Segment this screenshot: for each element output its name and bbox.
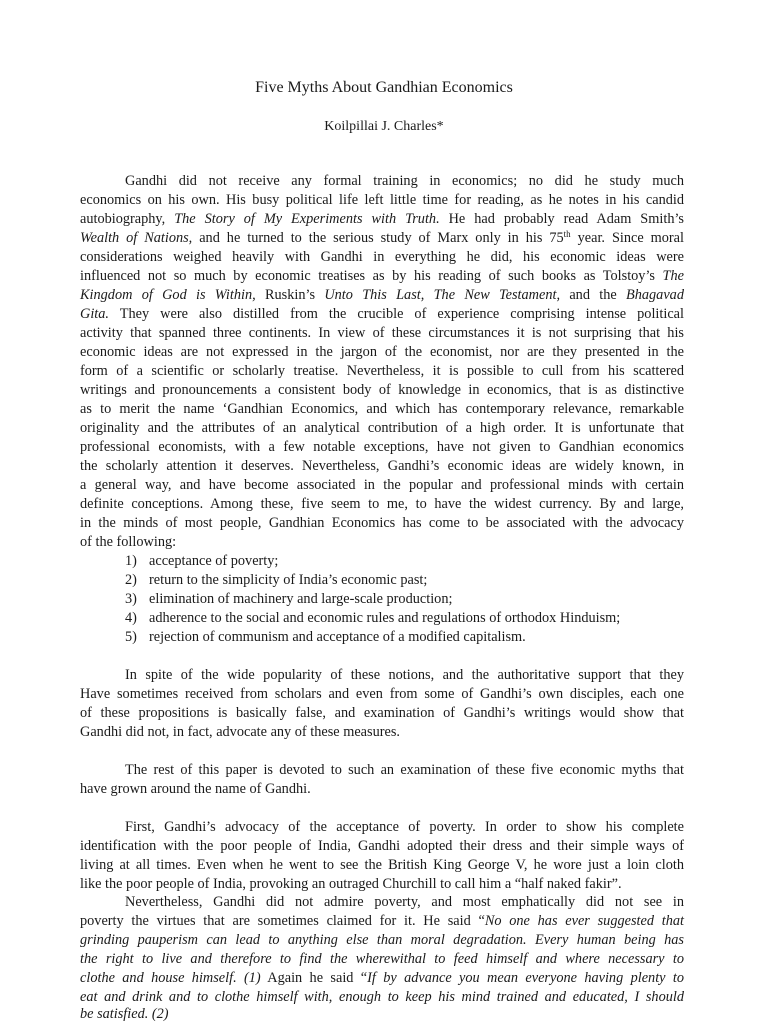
book-title: Unto This Last, The New Testament, bbox=[324, 287, 561, 303]
book-title: Kingdom of God is Within, bbox=[80, 287, 256, 303]
list-item-text: acceptance of poverty; bbox=[149, 553, 279, 569]
quotation: eat and drink and to clothe himself with, enough to keep his mind trained and educated, I should bbox=[80, 989, 684, 1005]
quotation: clothe and house himself. (1) bbox=[80, 970, 261, 986]
paragraph-1-line: activity that spanned three continents. In view of these circumstances it is not surprising that his bbox=[80, 325, 684, 341]
paragraph-2-line: of these propositions is basically false, and examination of Gandhi’s writings would show that bbox=[80, 705, 684, 721]
list-item-number: 5) bbox=[125, 629, 137, 645]
paragraph-1-line: the scholarly attention it deserves. Nevertheless, Gandhi’s economic ideas are widely known, in bbox=[80, 458, 684, 474]
paragraph-5-line bbox=[80, 950, 684, 969]
list-item-text: elimination of machinery and large-scale production; bbox=[149, 591, 453, 607]
document-title: Five Myths About Gandhian Economics bbox=[255, 79, 513, 96]
paragraph-1-line: economics on his own. His busy political life left little time for reading, as he notes in his candid bbox=[80, 192, 684, 208]
paragraph-4-line: living at all times. Even when he went to see the British King George V, he wore just a loin cloth bbox=[80, 857, 684, 873]
paragraph-1-line: autobiography, The Story of My Experiments with Truth. He had probably read Adam Smith’s bbox=[80, 211, 685, 227]
list-item-number: 3) bbox=[125, 591, 137, 607]
paragraph-5-line: poverty the virtues that are sometimes claimed for it. He said “No one has ever suggested that bbox=[80, 913, 684, 929]
quotation: the right to live and therefore to find the wherewithal to feed himself and where necessary to bbox=[80, 951, 684, 967]
paragraph-5-line bbox=[80, 931, 684, 950]
paragraph-1-line: of the following: bbox=[80, 534, 177, 550]
quotation: No one has ever suggested that bbox=[484, 913, 684, 929]
quotation: be satisfied. (2) bbox=[80, 1006, 169, 1022]
list-item-number: 1) bbox=[125, 553, 137, 569]
list-item-text: return to the simplicity of India’s economic past; bbox=[149, 572, 428, 588]
document-author: Koilpillai J. Charles* bbox=[324, 119, 444, 134]
paragraph-3-line: have grown around the name of Gandhi. bbox=[80, 781, 311, 797]
list-item-number: 4) bbox=[125, 610, 137, 626]
ordinal-suffix: th bbox=[563, 229, 571, 239]
paragraph-2-line: Have sometimes received from scholars and even from some of Gandhi’s own disciples, each one bbox=[80, 686, 684, 702]
list-item-text: adherence to the social and economic rules and regulations of orthodox Hinduism; bbox=[149, 610, 621, 626]
book-title: Wealth of Nations, bbox=[80, 230, 193, 246]
list-item bbox=[125, 590, 684, 609]
paragraph-5-line: clothe and house himself. (1) Again he said “If by advance you mean everyone having plenty to bbox=[80, 970, 684, 986]
paragraph-1-line: as to merit the name ‘Gandhian Economics, and which has contemporary relevance, remarkable bbox=[80, 401, 684, 417]
paragraph-5-line bbox=[80, 1005, 684, 1024]
paragraph-4-line: identification with the poor people of India, Gandhi adopted their dress and their simple ways of bbox=[80, 838, 684, 854]
paragraph-1-line: form of a scientific or scholarly treatise. Nevertheless, it is possible to cull from his scattered bbox=[80, 363, 684, 379]
quotation: If by advance you mean everyone having plenty to bbox=[367, 970, 684, 986]
list-item bbox=[125, 552, 684, 571]
paragraph-3-line: The rest of this paper is devoted to such an examination of these five economic myths that bbox=[125, 762, 684, 778]
book-title: Gita. bbox=[80, 306, 109, 322]
paragraph-2-line: In spite of the wide popularity of these notions, and the authoritative support that they bbox=[125, 667, 684, 683]
list-item bbox=[125, 628, 684, 647]
paragraph-1-line: economic ideas are not expressed in the jargon of the economist, nor are they presented in the bbox=[80, 344, 684, 360]
paragraph-1-line: Gandhi did not receive any formal training in economics; no did he study much bbox=[125, 173, 684, 189]
paragraph-1-line: Kingdom of God is Within, Ruskin’s Unto This Last, The New Testament, and the Bhagavad bbox=[80, 287, 684, 303]
paragraph-1-line: originality and the attributes of an analytical contribution of a high order. It is unfortunate that bbox=[80, 420, 684, 436]
book-title: The bbox=[662, 268, 684, 284]
list-item bbox=[125, 571, 684, 590]
paragraph-2-line: Gandhi did not, in fact, advocate any of these measures. bbox=[80, 724, 400, 740]
paragraph-4-line: like the poor people of India, provoking an outraged Churchill to call him a “half naked fakir”. bbox=[80, 876, 622, 892]
paragraph-1-line: Wealth of Nations, and he turned to the serious study of Marx only in his 75th year. Since moral bbox=[80, 229, 684, 246]
paragraph-1-line: professional economists, with a few notable exceptions, have not given to Gandhian economics bbox=[80, 439, 684, 455]
paragraph-1-line: writings and pronouncements a consistent body of knowledge in economics, that is as distinctive bbox=[80, 382, 684, 398]
list-item bbox=[125, 609, 684, 628]
paragraph-1-line: Gita. They were also distilled from the crucible of experience comprising intense political bbox=[80, 306, 684, 322]
book-title: The Story of My Experiments with Truth. bbox=[174, 211, 440, 227]
paragraph-1-line: a general way, and have become associated in the popular and professional minds with certain bbox=[80, 477, 684, 493]
quotation: grinding pauperism can lead to anything else than moral degradation. Every human being has bbox=[80, 932, 684, 948]
paragraph-4-line: First, Gandhi’s advocacy of the acceptance of poverty. In order to show his complete bbox=[125, 819, 684, 835]
paragraph-1-line: definite conceptions. Among these, five seem to me, to have the widest currency. By and large, bbox=[80, 496, 684, 512]
paragraph-5-line: Nevertheless, Gandhi did not admire poverty, and most emphatically did not see in bbox=[125, 894, 684, 910]
list-item-text: rejection of communism and acceptance of a modified capitalism. bbox=[149, 629, 526, 645]
paragraph-1-line: in the minds of most people, Gandhian Economics has come to be associated with the advocacy bbox=[80, 515, 684, 531]
paragraph-1-line: influenced not so much by economic treatises as by his reading of such books as Tolstoy’s The bbox=[80, 268, 684, 284]
list-item-number: 2) bbox=[125, 572, 137, 588]
book-title: Bhagavad bbox=[626, 287, 684, 303]
paragraph-1-line: considerations weighed heavily with Gandhi in everything he did, his economic ideas were bbox=[80, 249, 684, 265]
